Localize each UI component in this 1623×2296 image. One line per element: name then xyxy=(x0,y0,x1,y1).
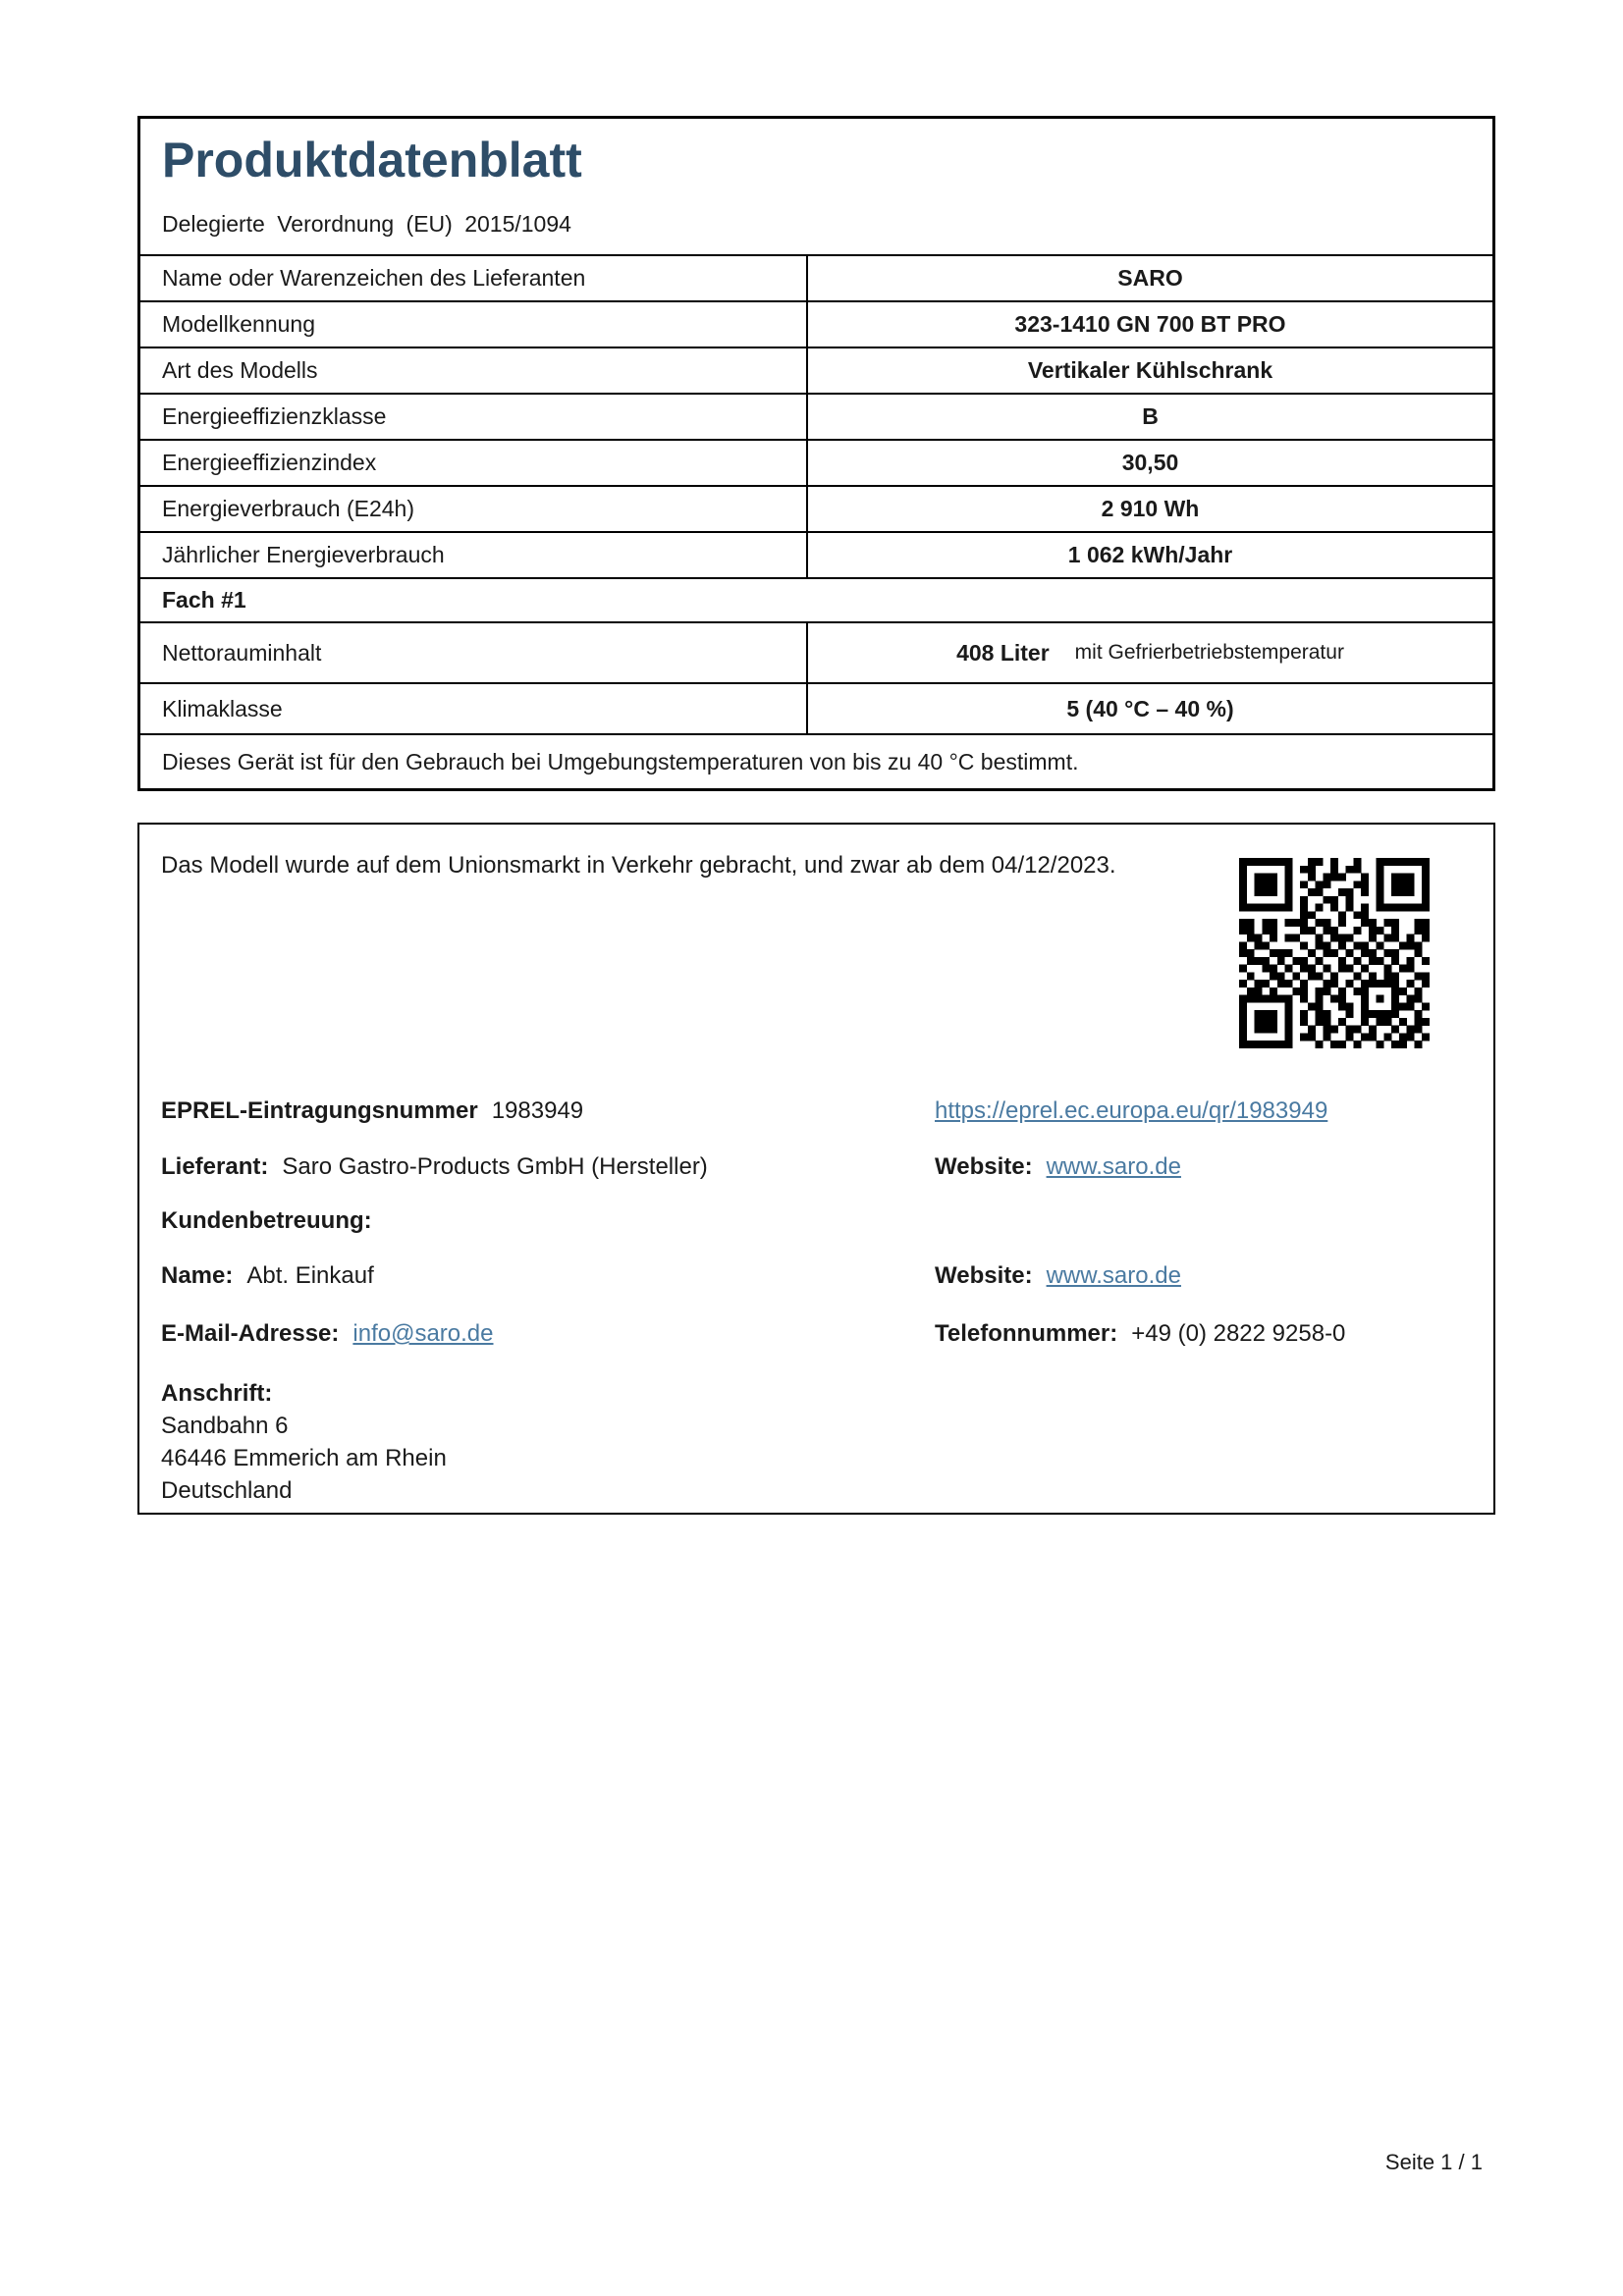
address-line-country: Deutschland xyxy=(161,1477,293,1504)
row-label: Energieeffizienzklasse xyxy=(140,395,808,439)
address-label: Anschrift: xyxy=(161,1380,273,1407)
spec-table-box xyxy=(137,116,1495,791)
row-value: 1 062 kWh/Jahr xyxy=(1067,542,1233,567)
row-value: SARO xyxy=(1117,265,1183,291)
row-label: Nettorauminhalt xyxy=(140,623,808,682)
page-subtitle: Delegierte Verordnung (EU) 2015/1094 xyxy=(162,211,571,237)
table-row xyxy=(140,256,1492,302)
customer-support-heading: Kundenbetreuung: xyxy=(161,1207,372,1234)
row-label: Art des Modells xyxy=(140,348,808,393)
net-volume-value: 408 Liter xyxy=(956,639,1050,666)
net-volume-suffix: mit Gefrierbetriebstemperatur xyxy=(1074,641,1344,664)
row-label: Jährlicher Energieverbrauch xyxy=(140,533,808,577)
eprel-url-line xyxy=(935,1097,1327,1125)
email-link[interactable]: info@saro.de xyxy=(352,1320,494,1347)
supplier-line xyxy=(161,1153,708,1181)
website-link-1[interactable]: www.saro.de xyxy=(1046,1153,1181,1180)
row-value: 5 (40 °C – 40 %) xyxy=(1066,695,1234,721)
website-line-2 xyxy=(935,1262,1181,1290)
email-label: E-Mail-Adresse: xyxy=(161,1320,340,1347)
phone-label: Telefonnummer: xyxy=(935,1320,1118,1347)
row-value: 30,50 xyxy=(1121,450,1179,475)
row-label: Name oder Warenzeichen des Lieferanten xyxy=(140,256,808,300)
phone-line xyxy=(935,1320,1345,1348)
eprel-number: 1983949 xyxy=(491,1097,584,1124)
table-row xyxy=(140,348,1492,395)
row-value: 323-1410 GN 700 BT PRO xyxy=(1014,311,1286,337)
eprel-number-line xyxy=(161,1097,583,1125)
market-info-box xyxy=(137,823,1495,1515)
market-placement-text: Das Modell wurde auf dem Unionsmarkt in Verkehr gebracht, und zwar ab dem 04/12/2023. xyxy=(161,852,1116,879)
row-label: Klimaklasse xyxy=(140,684,808,733)
row-value: Vertikaler Kühlschrank xyxy=(1027,357,1273,383)
title-block xyxy=(140,119,1492,256)
supplier-label: Lieferant: xyxy=(161,1153,269,1180)
website-label-2: Website: xyxy=(935,1262,1033,1289)
page-title: Produktdatenblatt xyxy=(162,133,582,187)
name-value: Abt. Einkauf xyxy=(246,1262,374,1289)
table-row xyxy=(140,623,1492,684)
website-link-2[interactable]: www.saro.de xyxy=(1046,1262,1181,1289)
qr-code-svg xyxy=(1239,858,1430,1048)
website-line-1 xyxy=(935,1153,1181,1181)
table-row xyxy=(140,487,1492,533)
row-label: Modellkennung xyxy=(140,302,808,347)
eprel-url-link[interactable]: https://eprel.ec.europa.eu/qr/1983949 xyxy=(935,1097,1328,1124)
table-row xyxy=(140,533,1492,579)
section-header-fach-1: Fach #1 xyxy=(140,579,1492,623)
phone-value: +49 (0) 2822 9258-0 xyxy=(1131,1320,1346,1347)
eprel-label: EPREL-Eintragungsnummer xyxy=(161,1097,478,1124)
table-row xyxy=(140,441,1492,487)
supplier-value: Saro Gastro-Products GmbH (Hersteller) xyxy=(282,1153,708,1180)
row-value: 2 910 Wh xyxy=(1101,496,1200,521)
table-row xyxy=(140,395,1492,441)
email-line xyxy=(161,1320,494,1348)
row-label: Energieeffizienzindex xyxy=(140,441,808,485)
row-value: B xyxy=(1142,403,1159,429)
contact-name-line xyxy=(161,1262,374,1290)
address-block xyxy=(161,1377,447,1507)
row-label: Energieverbrauch (E24h) xyxy=(140,487,808,531)
row-value xyxy=(808,623,1492,682)
address-line-city: 46446 Emmerich am Rhein xyxy=(161,1445,447,1471)
qr-code xyxy=(1239,858,1430,1048)
page-number: Seite 1 / 1 xyxy=(1384,2150,1483,2174)
table-row xyxy=(140,302,1492,348)
address-line-street: Sandbahn 6 xyxy=(161,1413,289,1439)
name-label: Name: xyxy=(161,1262,234,1289)
table-row xyxy=(140,684,1492,735)
website-label: Website: xyxy=(935,1153,1033,1180)
ambient-temperature-note: Dieses Gerät ist für den Gebrauch bei Umgebungstemperaturen von bis zu 40 °C bestimmt. xyxy=(162,748,1079,774)
